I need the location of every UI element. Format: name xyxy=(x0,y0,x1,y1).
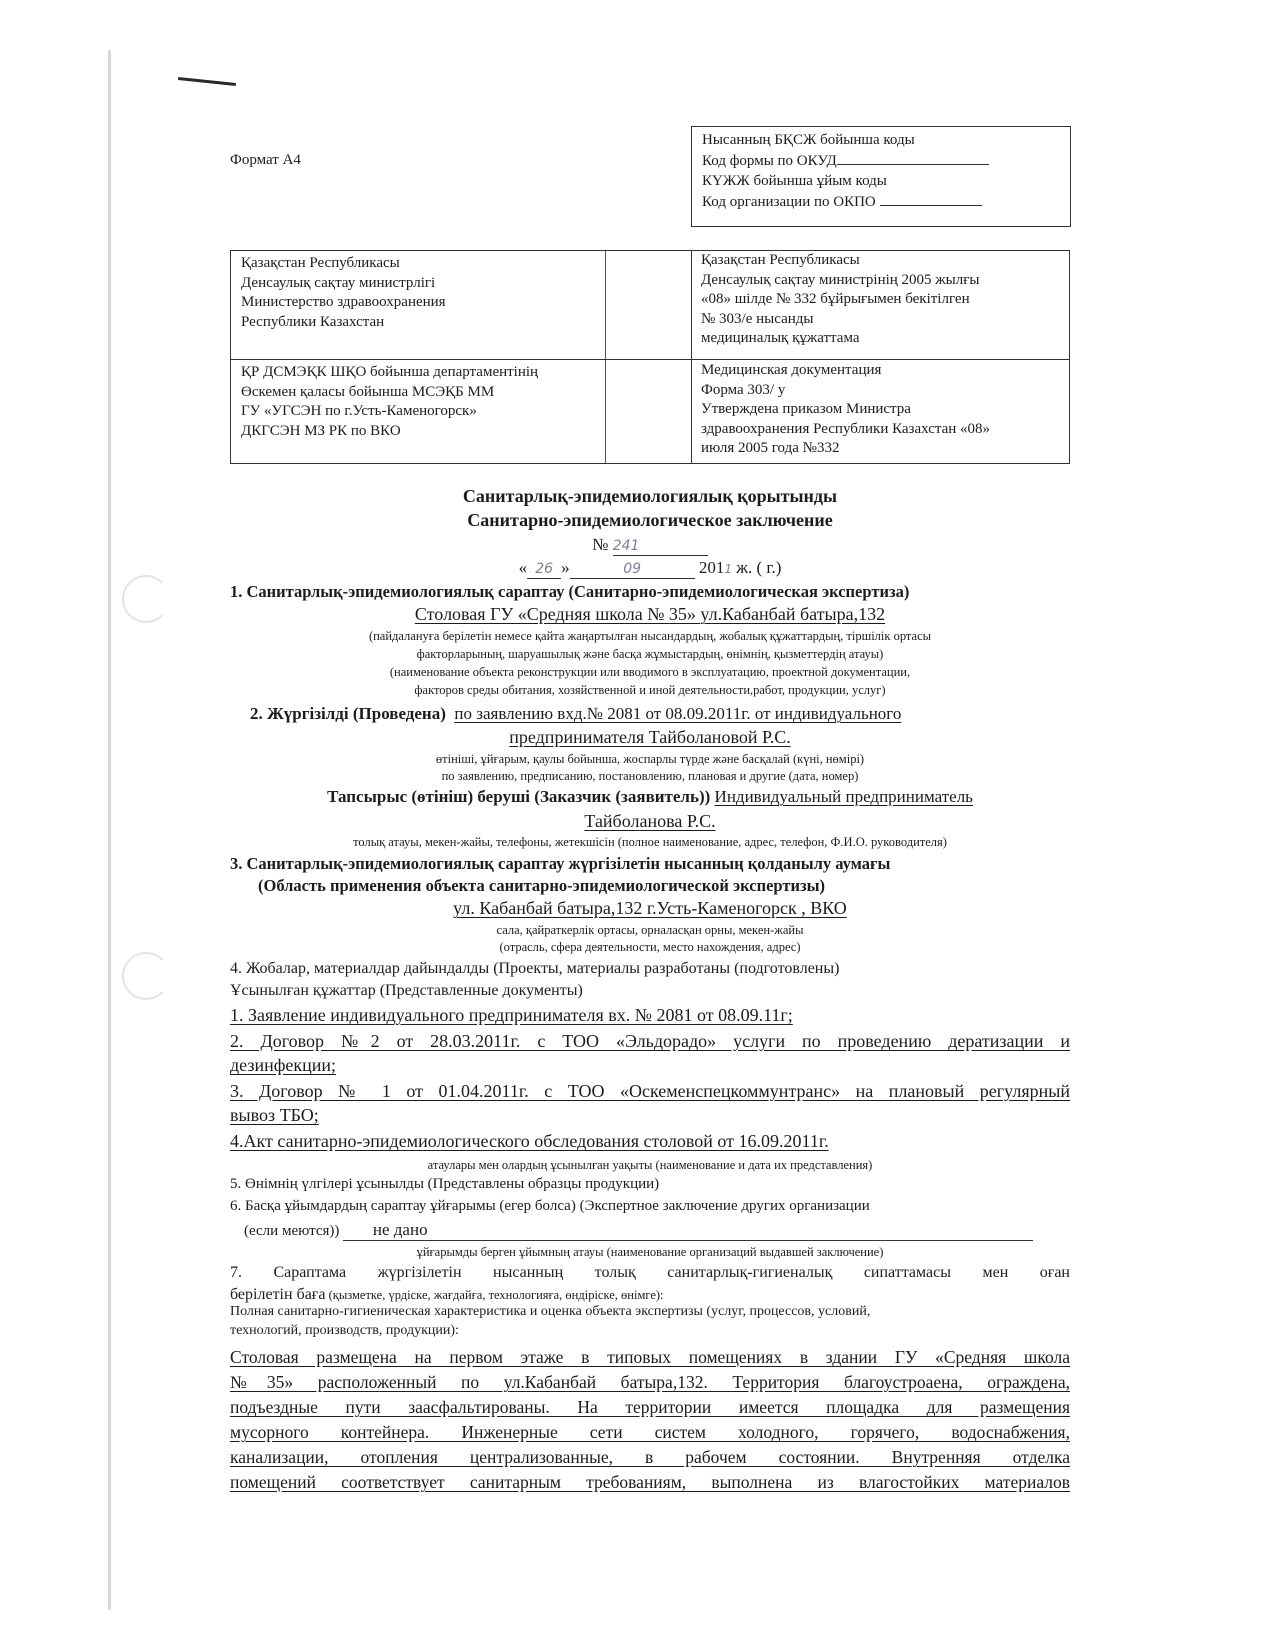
document-item: вывоз ТБО; xyxy=(230,1105,319,1125)
header-department-cell: ҚР ДСМЭҚК ШҚО бойынша департаментінің Өскемен қаласы бойынша МСЭҚБ ММ ГУ «УГСЭН по г.Усть-Каменогорск» ДКГСЭН МЗ РК по ВКО xyxy=(241,364,539,439)
description-line: мусорного контейнера. Инженерные сети систем холодного, горячего, водоснабжения, xyxy=(230,1422,1070,1442)
form-code-box xyxy=(691,126,1071,227)
document-number: № 241 xyxy=(230,535,1070,556)
section-2-value: предпринимателя Тайболановой Р.С. xyxy=(509,727,791,747)
section-3-value: ул. Кабанбай батыра,132 г.Усть-Каменогорск , ВКО xyxy=(453,898,847,918)
description-line: Столовая размещена на первом этаже в типовых помещениях в здании ГУ «Средняя школа xyxy=(230,1347,1070,1367)
customer-line: Тапсырыс (өтініш) беруші (Заказчик (заявитель)) Индивидуальный предприниматель xyxy=(327,787,973,806)
format-label: Формат А4 xyxy=(230,152,301,168)
section-2-line: 2. Жүргізілді (Проведена) по заявлению вхд.№ 2081 от 08.09.2011г. от индивидуального xyxy=(250,704,902,723)
section-2-note: өтініші, ұйғарым, қаулы бойынша, жоспарлы түрде және басқалай (күні, нөмірі) xyxy=(435,752,865,766)
document-item: дезинфекции; xyxy=(230,1055,337,1075)
section-7-label: 7. Сараптама жүргізілетін нысанның толық санитарлық-гигиеналық сипаттамасы мен оған xyxy=(230,1264,1070,1281)
punch-hole-mark xyxy=(122,575,170,623)
scan-edge-line xyxy=(108,50,111,1610)
section-5-label: 5. Өнімнің үлгілері ұсынылды (Представлены образцы продукции) xyxy=(230,1176,660,1192)
section-3-label: (Область применения объекта санитарно-эпидемиологической экспертизы) xyxy=(258,876,825,895)
description-line: подъездные пути заасфальтированы. На территории имеется площадка для размещения xyxy=(230,1397,1070,1417)
description-line: канализации, отопления централизованные, в рабочем состоянии. Внутренняя отделка xyxy=(230,1447,1070,1467)
section-4-label: Ұсынылған құжаттар (Представленные документы) xyxy=(230,982,583,999)
customer-value: Тайболанова Р.С. xyxy=(584,811,716,831)
section-7-label: берілетін баға (қызметке, үрдіске, жағдайға, технологияға, өндіріске, өнімге): xyxy=(230,1286,664,1303)
section-7-label: Полная санитарно-гигиеническая характеристика и оценка объекта экспертизы (услуг, процессов, условий, xyxy=(230,1304,871,1319)
section-1-value: Столовая ГУ «Средняя школа № 35» ул.Кабанбай батыра,132 xyxy=(414,604,886,624)
header-ministry-cell: Қазақстан Республикасы Денсаулық сақтау министрлігі Министерство здравоохранения Республики Казахстан xyxy=(241,255,446,330)
document-item: 1. Заявление индивидуального предпринимателя вх. № 2081 от 08.09.11г; xyxy=(230,1005,793,1025)
section-1-note: (наименование объекта реконструкции или вводимого в эксплуатацию, проектной документации, xyxy=(389,665,911,679)
code-line: Код организации по ОКПО xyxy=(702,191,1060,212)
description-line: №35» расположенный по ул.Кабанбай батыра,132. Территория благоустроаена, ограждена, xyxy=(230,1372,1070,1392)
section-1-note: факторов среды обитания, хозяйственной и иной деятельности,работ, продукции, услуг) xyxy=(414,683,886,697)
section-6-line: (если меются)) не дано xyxy=(244,1220,1069,1241)
section-4-label: 4. Жобалар, материалдар дайындалды (Проекты, материалы разработаны (подготовлены) xyxy=(230,960,840,977)
customer-note: толық атауы, мекен-жайы, телефоны, жетекшісін (полное наименование, адрес, телефон, Ф.И.О. руководителя) xyxy=(353,835,947,849)
document-item: 4.Акт санитарно-эпидемиологического обследования столовой от 16.09.2011г. xyxy=(230,1131,829,1151)
header-table xyxy=(230,250,1070,464)
section-1-note: (пайдалануға берілетін немесе қайта жаңартылған нысандардың, жобалық құжаттардың, тіршілік ортасы xyxy=(368,629,932,643)
document-item: 2. Договор №2 от 28.03.2011г. с ТОО «Эльдорадо» услуги по проведению дератизации и xyxy=(230,1031,1070,1051)
section-4-note: атаулары мен олардың ұсынылған уақыты (наименование и дата их представления) xyxy=(427,1158,873,1172)
title-kz: Санитарлық-эпидемиологиялық қорытынды xyxy=(462,486,838,506)
section-1-label: 1. Санитарлық-эпидемиологиялық сараптау (Санитарно-эпидемиологическая экспертиза) xyxy=(230,582,910,601)
code-line: Нысанның БҚСЖ бойынша коды xyxy=(702,132,915,148)
section-3-label: 3. Санитарлық-эпидемиологиялық сараптау жүргізілетін нысанның қолданылу аумағы xyxy=(230,854,891,873)
section-6-note: ұйғарымды берген ұйымның атауы (наименование организаций выдавшей заключение) xyxy=(416,1245,884,1259)
header-approval-kz-cell: Қазақстан Республикасы Денсаулық сақтау министрінің 2005 жылғы «08» шілде № 332 бұйрығымен бекітілген № 303/е нысанды медициналық құжаттама xyxy=(701,252,980,346)
section-2-note: по заявлению, предписанию, постановлению, плановая и другие (дата, номер) xyxy=(441,769,859,783)
description-line: помещений соответствует санитарным требованиям, выполнена из влагостойких материалов xyxy=(230,1472,1070,1492)
document-item: 3. Договор № 1 от 01.04.2011г. с ТОО «Оскеменспецкоммунтранс» на плановый регулярный xyxy=(230,1081,1070,1101)
section-6-label: 6. Басқа ұйымдардың сараптау ұйғарымы (егер болса) (Экспертное заключение других организации xyxy=(230,1198,870,1214)
document-date: « 26 » 09 2011 ж. ( г.) xyxy=(518,558,782,577)
section-1-note: факторларының, шаруашылық және басқа жұмыстардың, өнімнің, қызметтердің атауы) xyxy=(416,647,884,661)
title-ru: Санитарно-эпидемиологическое заключение xyxy=(467,510,833,530)
header-approval-ru-cell: Медицинская документация Форма 303/ у Утверждена приказом Министра здравоохранения Республики Казахстан «08» июля 2005 года №332 xyxy=(701,362,991,456)
code-line: КҮЖЖ бойынша ұйым коды xyxy=(702,173,887,189)
section-3-note: сала, қайраткерлік ортасы, орналасқан орны, мекен-жайы xyxy=(496,923,804,937)
section-7-label: технологий, производств, продукции): xyxy=(230,1323,459,1338)
code-line: Код формы по ОКУД xyxy=(702,150,1060,171)
section-3-note: (отрасль, сфера деятельности, место нахождения, адрес) xyxy=(499,940,801,954)
scan-mark xyxy=(178,77,236,86)
punch-hole-mark xyxy=(122,952,170,1000)
